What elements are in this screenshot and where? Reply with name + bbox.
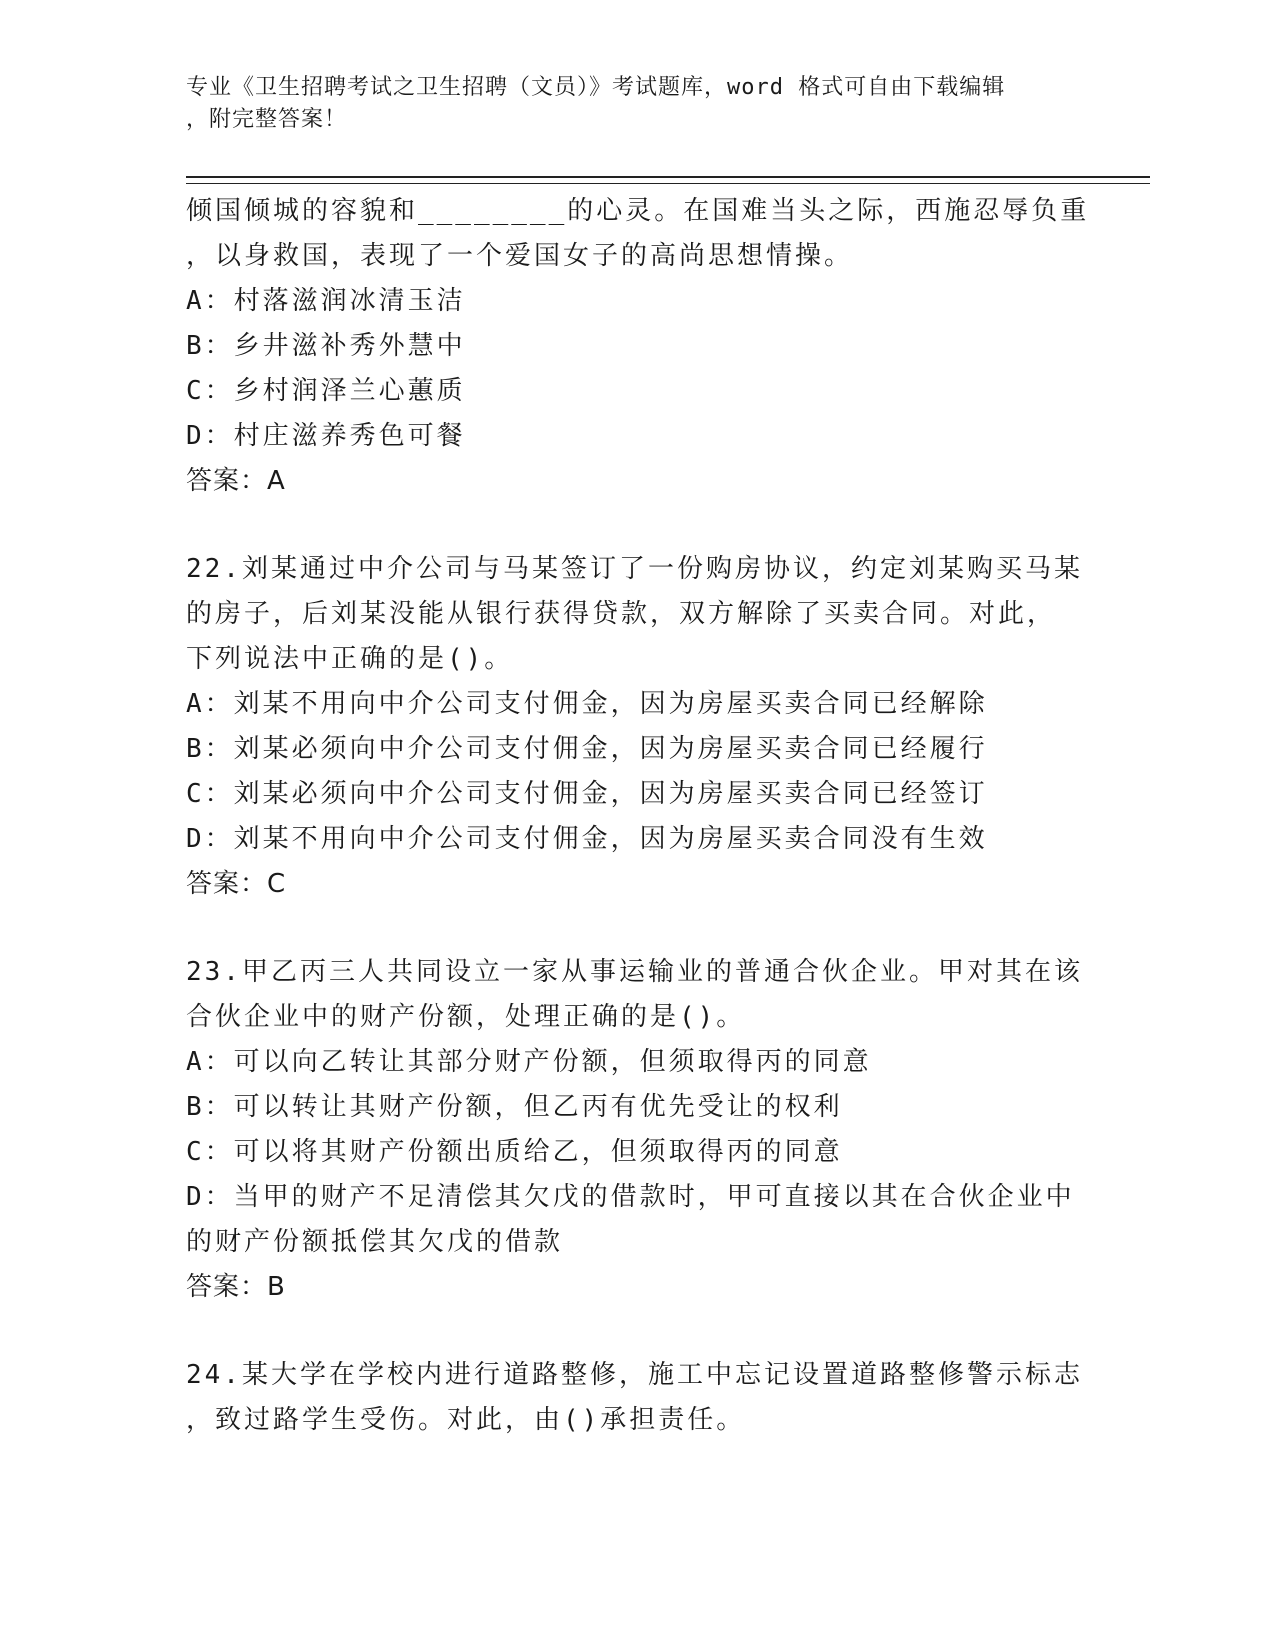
option-d: D：村庄滋养秀色可餐 [186,421,466,451]
option-b: B：乡井滋补秀外慧中 [186,331,466,361]
question-stem-line: 24.某大学在学校内进行道路整修，施工中忘记设置道路整修警示标志 [186,1360,1083,1390]
option-d: D：刘某不用向中介公司支付佣金，因为房屋买卖合同没有生效 [186,824,988,854]
document-header [186,72,1066,136]
option-c: C：乡村润泽兰心蕙质 [186,376,466,406]
header-rule-bottom [186,183,1150,184]
option-a: A：可以向乙转让其部分财产份额，但须取得丙的同意 [186,1047,872,1077]
header-rule-top [186,176,1150,178]
question-content [186,189,1090,1443]
answer-line: 答案：A [186,466,286,496]
option-d-continuation: 的财产份额抵偿其欠戊的借款 [186,1227,564,1257]
question-stem-line: 23.甲乙丙三人共同设立一家从事运输业的普通合伙企业。甲对其在该 [186,957,1083,987]
option-a: A：刘某不用向中介公司支付佣金，因为房屋买卖合同已经解除 [186,689,988,719]
question-stem-line: 的房子，后刘某没能从银行获得贷款，双方解除了买卖合同。对此， [186,599,1057,629]
question-stem-line: 下列说法中正确的是()。 [186,644,514,674]
question-stem-line: ，致过路学生受伤。对此，由()承担责任。 [186,1405,746,1435]
option-d: D：当甲的财产不足清偿其欠戊的借款时，甲可直接以其在合伙企业中 [186,1182,1075,1212]
question-stem-line: 22.刘某通过中介公司与马某签订了一份购房协议，约定刘某购买马某 [186,554,1083,584]
answer-line: 答案：B [186,1272,286,1302]
question-stem-line: 合伙企业中的财产份额，处理正确的是()。 [186,1002,746,1032]
option-a: A：村落滋润冰清玉洁 [186,286,466,316]
question-22 [186,547,1086,906]
option-b: B：刘某必须向中介公司支付佣金，因为房屋买卖合同已经履行 [186,734,988,764]
option-c: C：刘某必须向中介公司支付佣金，因为房屋买卖合同已经签订 [186,779,988,809]
question-stem-line: 倾国倾城的容貌和________的心灵。在国难当头之际，西施忍辱负重 [186,196,1090,226]
question-21-continuation [186,189,1090,503]
answer-line: 答案：C [186,869,287,899]
header-line-2: ，附完整答案！ [186,107,348,132]
option-c: C：可以将其财产份额出质给乙，但须取得丙的同意 [186,1137,843,1167]
question-stem-line: ，以身救国，表现了一个爱国女子的高尚思想情操。 [186,241,854,271]
question-24 [186,1353,1086,1443]
question-23 [186,950,1086,1309]
option-b: B：可以转让其财产份额，但乙丙有优先受让的权利 [186,1092,843,1122]
header-line-1: 专业《卫生招聘考试之卫生招聘（文员）》考试题库，word 格式可自由下载编辑 [186,75,1006,100]
